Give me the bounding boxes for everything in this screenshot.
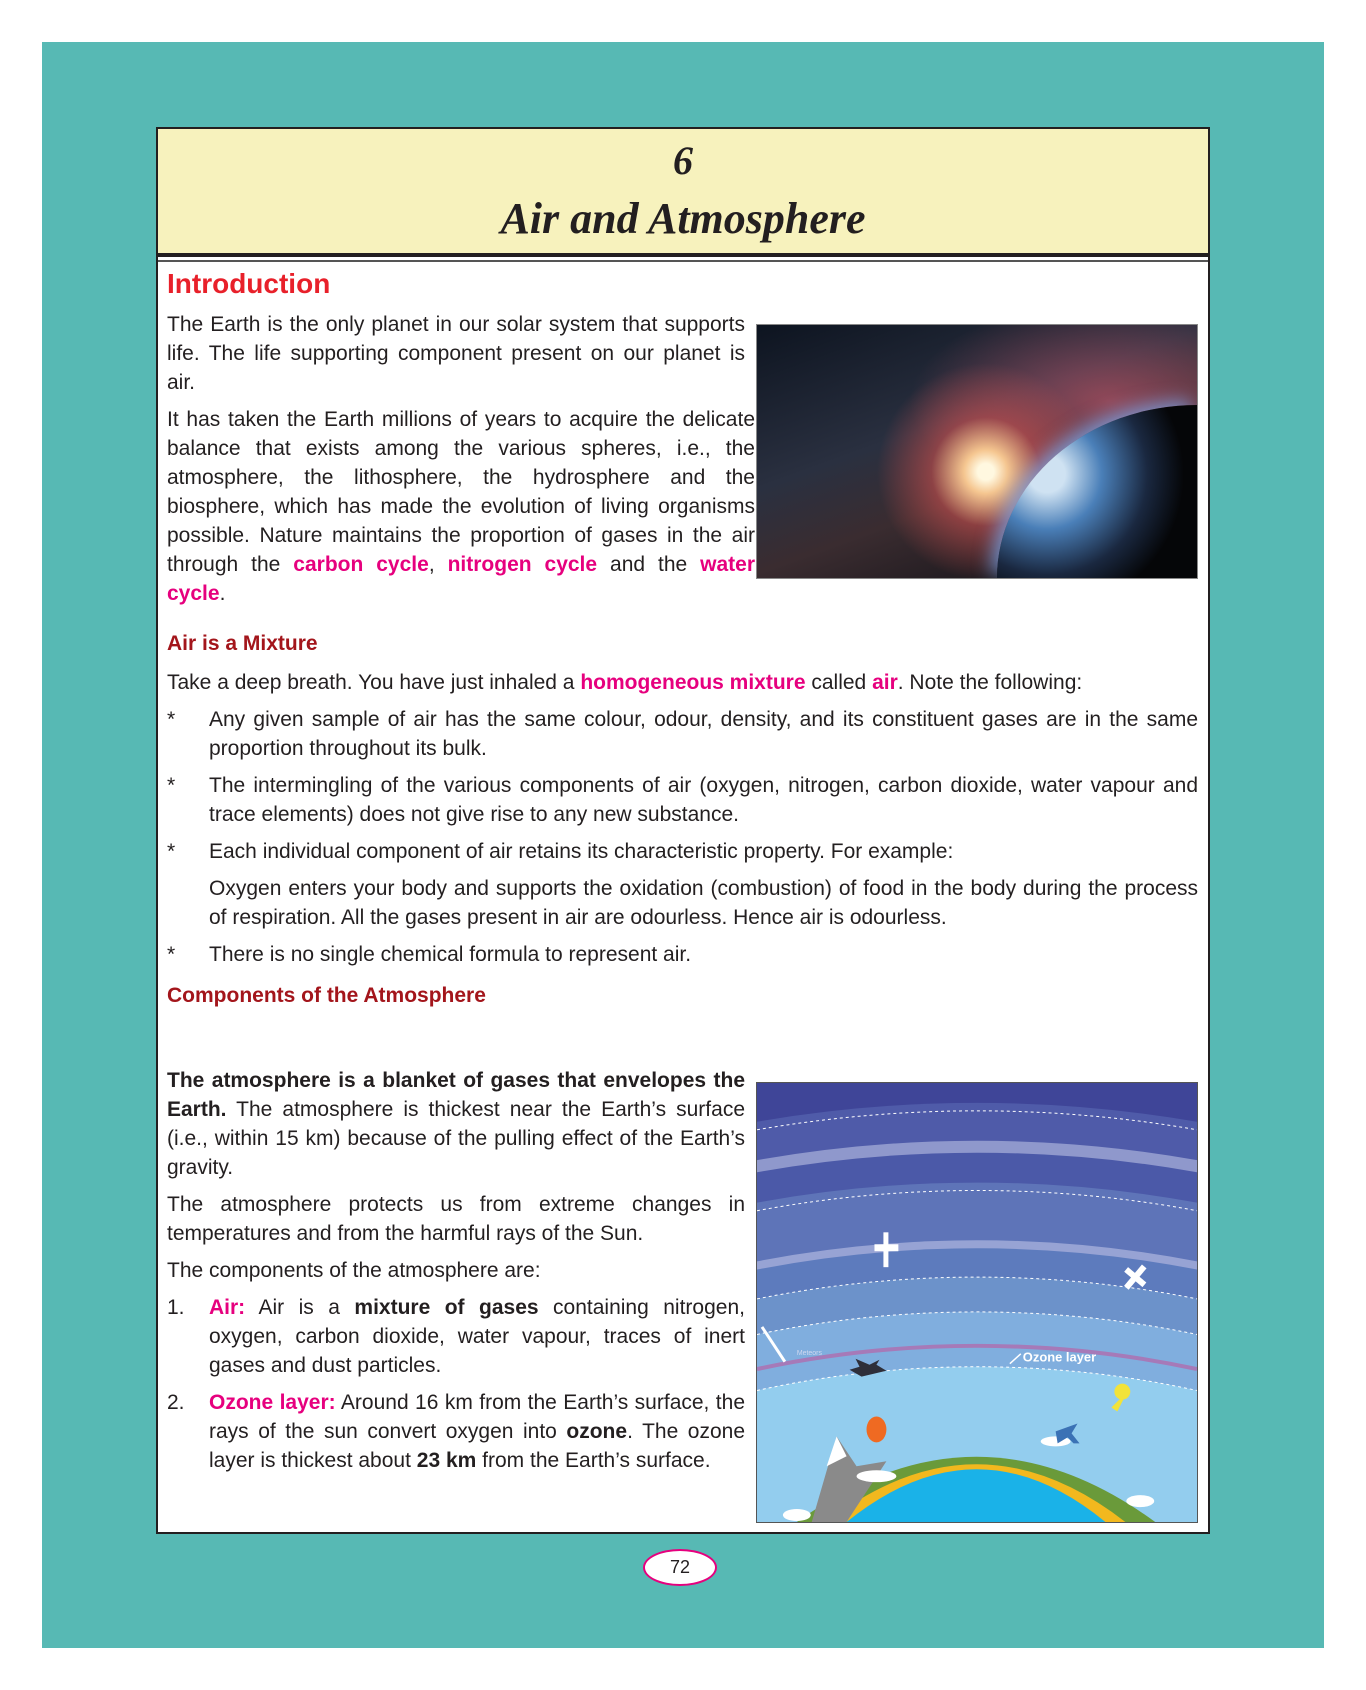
mixture-lead: [167, 668, 1198, 697]
bold-text: 23 km: [416, 1449, 477, 1472]
bullet-item: [167, 705, 1198, 763]
intro-paragraph: [167, 310, 745, 397]
text-segment: The Earth is the only planet in our solar system that supports life. The life supporting component present on our planet is air.: [167, 313, 745, 394]
text-segment: The components of the atmosphere are:: [167, 1259, 541, 1282]
bullet-marker: *: [167, 943, 176, 966]
bullet-marker: *: [167, 774, 176, 797]
example-paragraph: [167, 874, 1198, 932]
text-segment: It has taken the Earth millions of years to acquire the delicate balance that exists among the various spheres, i.e., the atmosphere, the lithosphere, the hydrosphere and the biosphere, which has made the evolution of living organisms possible. Nature maintains the proportion of gases in the air through the: [167, 408, 755, 576]
chapter-number: 6: [673, 138, 693, 183]
text-segment: .: [219, 582, 226, 605]
component-item: [167, 1388, 745, 1475]
bullet-text: [209, 943, 691, 966]
components-heading: Components of the Atmosphere: [167, 984, 486, 1007]
components-paragraph: [167, 1190, 745, 1248]
highlighted-term: carbon cycle: [293, 553, 429, 576]
text-segment: . Note the following:: [897, 671, 1083, 694]
text-segment: called: [805, 671, 873, 694]
highlighted-term: air: [872, 671, 898, 694]
chapter-header: [158, 129, 1208, 257]
ozone-layer-label: Ozone layer: [1022, 1349, 1097, 1365]
highlighted-term: Ozone layer:: [209, 1391, 336, 1414]
bold-text: The atmosphere is a blanket of gases that envelopes the Earth.: [167, 1069, 745, 1121]
components-section: [167, 1066, 745, 1483]
text-segment: The atmosphere is thickest near the Earth’s surface (i.e., within 15 km) because of the pulling effect of the Earth’s gravity.: [167, 1098, 745, 1179]
highlighted-term: nitrogen cycle: [447, 553, 598, 576]
bold-text: mixture of gases: [354, 1296, 539, 1319]
text-segment: and the: [597, 553, 701, 576]
example-text: [209, 877, 1198, 929]
introduction-section: [167, 268, 755, 616]
text-segment: containing nitrogen, oxygen, carbon dioxide, water vapour, traces of inert gases and dust particles.: [209, 1296, 745, 1377]
bullet-marker: *: [167, 708, 176, 731]
bullet-text: [209, 774, 1198, 826]
divider: [158, 260, 1208, 262]
earth-galaxy-image: [756, 324, 1198, 579]
item-number: 1.: [167, 1296, 185, 1319]
bullet-item: [167, 837, 1198, 866]
item-text: [209, 1296, 745, 1377]
item-number: 2.: [167, 1391, 185, 1414]
text-segment: The intermingling of the various components of air (oxygen, nitrogen, carbon dioxide, water vapour and trace elements) does not give rise to any new substance.: [209, 774, 1198, 826]
text-segment: ,: [428, 553, 448, 576]
text-segment: from the Earth’s surface.: [476, 1449, 711, 1472]
atmosphere-illustration: [757, 1083, 1197, 1522]
introduction-heading: Introduction: [167, 268, 331, 299]
bullet-marker: *: [167, 840, 176, 863]
atmosphere-layers-diagram: [756, 1082, 1198, 1523]
text-segment: The atmosphere protects us from extreme changes in temperatures and from the harmful rays of the Sun.: [167, 1193, 745, 1245]
bullet-item: [167, 940, 1198, 969]
highlighted-term: homogeneous mixture: [580, 671, 806, 694]
highlighted-term: water cycle: [167, 553, 755, 605]
bullet-text: [209, 708, 1198, 760]
page-number: 72: [643, 1549, 717, 1586]
mixture-heading: Air is a Mixture: [167, 632, 318, 655]
meteors-label: Meteors: [796, 1349, 822, 1357]
earth-planet: [997, 405, 1197, 578]
bold-text: ozone: [566, 1420, 628, 1443]
chapter-title: Air and Atmosphere: [500, 194, 866, 243]
text-segment: Oxygen enters your body and supports the oxidation (combustion) of food in the body during the process of respiration. All the gases present in air are odourless. Hence air is odourless.: [209, 877, 1198, 929]
mixture-section: [167, 629, 1198, 1020]
bullet-text: [209, 840, 953, 863]
component-item: [167, 1293, 745, 1380]
text-segment: Air is a: [245, 1296, 355, 1319]
item-text: [209, 1391, 745, 1472]
text-segment: There is no single chemical formula to represent air.: [209, 943, 692, 966]
bullet-item: [167, 771, 1198, 829]
highlighted-term: Air:: [209, 1296, 246, 1319]
components-paragraph: [167, 1066, 745, 1182]
text-segment: Any given sample of air has the same colour, odour, density, and its constituent gases are in the same proportion throughout its bulk.: [209, 708, 1198, 760]
text-segment: Around 16 km from the Earth’s surface, the rays of the sun convert oxygen into: [209, 1391, 745, 1443]
text-segment: Each individual component of air retains its characteristic property. For example:: [209, 840, 954, 863]
text-segment: Take a deep breath. You have just inhaled a: [167, 671, 581, 694]
components-paragraph: [167, 1256, 745, 1285]
intro-paragraph: [167, 405, 755, 608]
text-segment: . The ozone layer is thickest about: [209, 1420, 745, 1472]
